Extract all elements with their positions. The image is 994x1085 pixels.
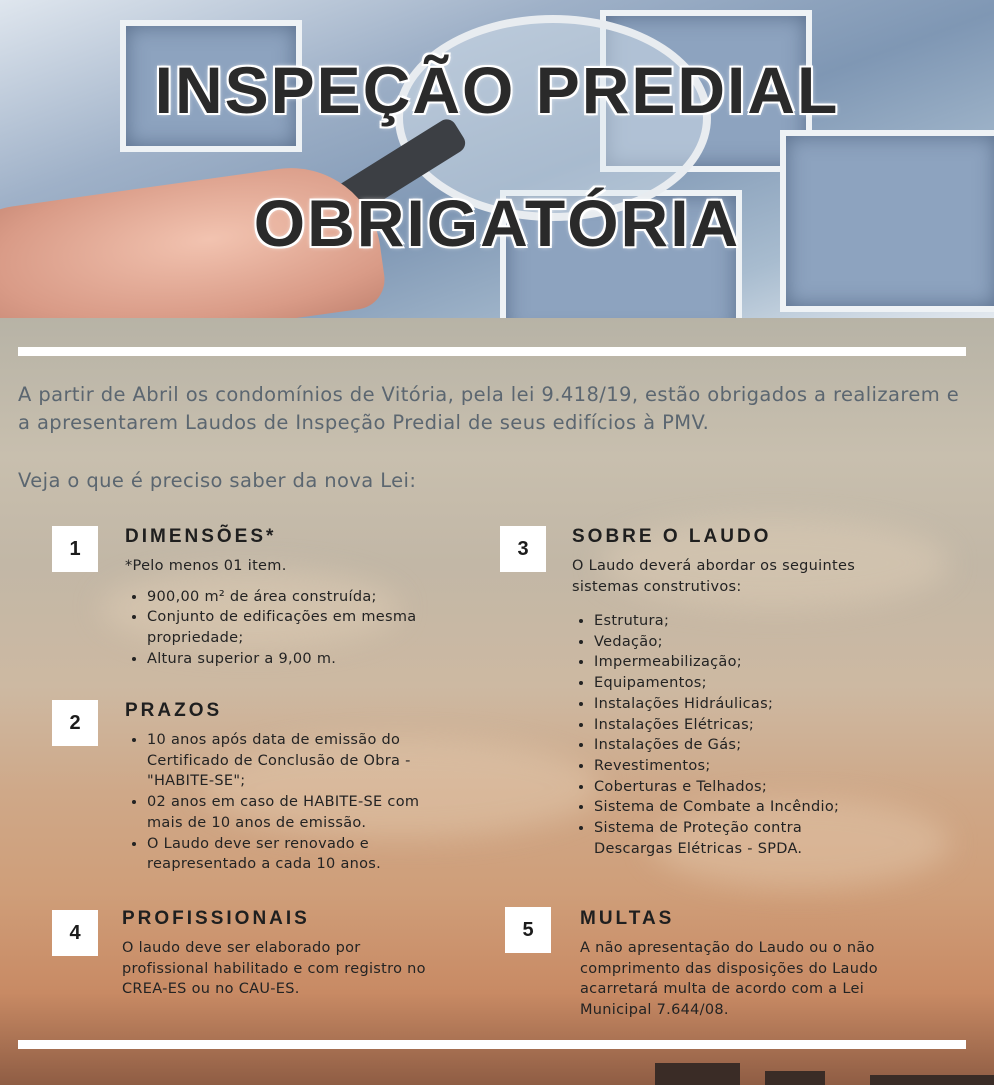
section-prazos: [125, 700, 445, 875]
building-silhouette: [765, 1071, 825, 1085]
list-item: • Estrutura;: [594, 611, 902, 632]
section-heading: DIMENSÕES*: [125, 526, 277, 547]
section-list: [125, 730, 445, 875]
list-item: • 10 anos após data de emissão do Certificado de Conclusão de Obra - "HABITE-SE";: [147, 730, 445, 792]
list-item: • Coberturas e Telhados;: [594, 777, 902, 798]
intro-paragraph: A partir de Abril os condomínios de Vitória, pela lei 9.418/19, estão obrigados a realizarem e a apresentarem Laudos de Inspeção Predial de seus edifícios à PMV.: [18, 383, 960, 434]
list-item: • O Laudo deve ser renovado e reapresentado a cada 10 anos.: [147, 834, 445, 875]
section-text: A não apresentação do Laudo ou o não comprimento das disposições do Laudo acarretará multa de acordo com a Lei Municipal 7.644/08.: [580, 940, 878, 1018]
section-dimensoes: [125, 526, 455, 669]
building-silhouette: [870, 1075, 994, 1085]
list-item: • Sistema de Combate a Incêndio;: [594, 797, 902, 818]
list-item: • 900,00 m² de área construída;: [147, 587, 455, 608]
section-number-badge: 5: [505, 907, 551, 953]
section-profissionais: [122, 908, 437, 1000]
section-multas: [580, 908, 885, 1020]
list-item: • Conjunto de edificações em mesma propriedade;: [147, 607, 455, 648]
list-item: • Revestimentos;: [594, 756, 902, 777]
section-text: O Laudo deverá abordar os seguintes sistemas construtivos:: [572, 558, 856, 595]
section-heading: SOBRE O LAUDO: [572, 526, 772, 547]
list-item: • Instalações Elétricas;: [594, 715, 902, 736]
list-item: • Equipamentos;: [594, 673, 902, 694]
section-text: O laudo deve ser elaborado por profissional habilitado e com registro no CREA-ES ou no CAU-ES.: [122, 940, 426, 997]
building-silhouette: [655, 1063, 740, 1085]
list-item: • Sistema de Proteção contra Descargas Elétricas - SPDA.: [594, 818, 844, 859]
section-heading: MULTAS: [580, 908, 675, 929]
section-note: *Pelo menos 01 item.: [125, 558, 287, 574]
list-item: • Vedação;: [594, 632, 902, 653]
list-item: • 02 anos em caso de HABITE-SE com mais de 10 anos de emissão.: [147, 792, 445, 833]
section-list: [125, 587, 455, 670]
section-heading: PRAZOS: [125, 700, 223, 721]
section-sobre-laudo: [572, 526, 902, 859]
hero-title-line1: INSPEÇÃO PREDIAL: [154, 53, 840, 127]
list-item: • Instalações Hidráulicas;: [594, 694, 902, 715]
section-subtitle: Veja o que é preciso saber da nova Lei:: [18, 469, 417, 492]
list-item: • Instalações de Gás;: [594, 735, 902, 756]
top-divider: [18, 347, 966, 356]
section-heading: PROFISSIONAIS: [122, 908, 310, 929]
list-item: • Impermeabilização;: [594, 652, 902, 673]
section-number-badge: 2: [52, 700, 98, 746]
bottom-divider: [18, 1040, 966, 1049]
list-item: • Altura superior a 9,00 m.: [147, 649, 455, 670]
section-list: [572, 611, 902, 859]
section-number-badge: 1: [52, 526, 98, 572]
section-number-badge: 4: [52, 910, 98, 956]
hero-title-line2: OBRIGATÓRIA: [253, 186, 741, 260]
hero-banner: [0, 0, 994, 318]
section-number-badge: 3: [500, 526, 546, 572]
